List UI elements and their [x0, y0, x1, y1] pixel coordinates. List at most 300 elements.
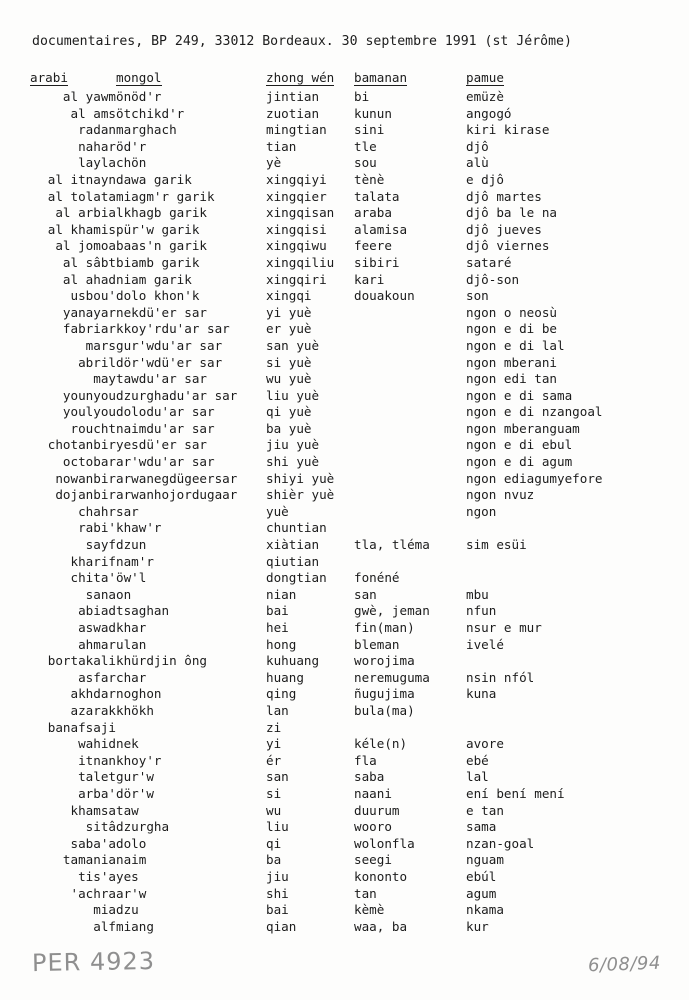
- zhong-wen-cell: zi: [266, 719, 282, 735]
- pamue-cell: nzan-goal: [466, 835, 535, 851]
- table-row: [30, 487, 646, 504]
- arabi-cell: asfar: [78, 669, 116, 685]
- bamanan-cell: [354, 454, 466, 471]
- document-header: documentaires, BP 249, 33012 Bordeaux. 30 septembre 1991 (st Jérôme): [32, 34, 572, 49]
- mongol-cell: miang: [116, 918, 154, 934]
- bamanan-cell: neremuguma: [354, 669, 430, 685]
- table-row: [30, 869, 646, 886]
- zhong-wen-cell: tian: [266, 138, 297, 154]
- zhong-wen-cell: xiàtian: [266, 537, 320, 553]
- table-row: [30, 172, 646, 189]
- zhong-wen-cell: xingqier: [266, 188, 327, 204]
- bamanan-cell: gwè, jeman: [354, 603, 430, 619]
- zhong-wen-cell: qiutian: [266, 553, 320, 569]
- pamue-cell: [466, 703, 646, 720]
- zhong-wen-cell: lan: [266, 702, 289, 718]
- arabi-cell: mia: [93, 902, 116, 918]
- arabi-cell: usbou': [70, 288, 116, 304]
- bamanan-cell: [354, 404, 466, 421]
- pamue-cell: kiri kirase: [466, 122, 550, 138]
- column-header-arabi: arabi: [30, 70, 68, 85]
- mongol-cell: khökh: [116, 702, 154, 718]
- bamanan-cell: kari: [354, 271, 385, 287]
- table-header-row: [30, 70, 646, 89]
- arabi-cell: tis'a: [78, 868, 116, 884]
- mongol-cell: dolodu'ar sar: [116, 404, 215, 420]
- bamanan-cell: fla: [354, 752, 377, 768]
- table-row: [30, 520, 646, 537]
- arabi-cell: may: [93, 371, 116, 387]
- pamue-cell: son: [466, 288, 489, 304]
- table-row: [30, 371, 646, 388]
- mongol-cell: naim: [116, 852, 147, 868]
- bamanan-cell: tan: [354, 885, 377, 901]
- table-row: [30, 471, 646, 488]
- vocabulary-rows: [30, 89, 646, 935]
- table-row: [30, 454, 646, 471]
- bamanan-cell: [354, 554, 466, 571]
- table-row: [30, 637, 646, 654]
- table-row: [30, 720, 646, 737]
- table-row: [30, 653, 646, 670]
- arabi-cell: al ahad: [62, 271, 116, 287]
- arabi-cell: abril: [78, 354, 116, 370]
- mongol-cell: yesdü'er sar: [116, 437, 207, 453]
- table-row: [30, 819, 646, 836]
- bamanan-cell: sibiri: [354, 254, 400, 270]
- zhong-wen-cell: xingqiyi: [266, 171, 327, 187]
- bamanan-cell: sou: [354, 155, 377, 171]
- arabi-cell: radan: [78, 122, 116, 138]
- zhong-wen-cell: qi yuè: [266, 404, 312, 420]
- zhong-wen-cell: ba: [266, 852, 282, 868]
- mongol-cell: gur'w: [116, 769, 154, 785]
- bamanan-cell: tle: [354, 138, 377, 154]
- vocabulary-table: [30, 70, 646, 935]
- arabi-cell: kharif: [70, 553, 116, 569]
- pamue-cell: nguam: [466, 852, 504, 868]
- pamue-cell: [466, 720, 646, 737]
- pamue-cell: kuna: [466, 686, 497, 702]
- arabi-cell: al itnayn: [47, 171, 116, 187]
- arabi-cell: youlyou: [62, 404, 116, 420]
- mongol-cell: baas'n garik: [116, 238, 207, 254]
- pamue-cell: nsur e mur: [466, 620, 542, 635]
- mongol-cell: dör'w: [116, 785, 154, 801]
- mongol-cell: ar'wdu'ar sar: [116, 454, 215, 470]
- bamanan-cell: bleman: [354, 636, 400, 652]
- zhong-wen-cell: yi yuè: [266, 304, 312, 320]
- mongol-cell: ulan: [116, 636, 147, 652]
- table-row: [30, 106, 646, 123]
- zhong-wen-cell: wu: [266, 802, 282, 818]
- zhong-wen-cell: yi: [266, 736, 282, 752]
- pamue-cell: ngon mberanguam: [466, 420, 580, 436]
- zhong-wen-cell: hei: [266, 620, 289, 635]
- mongol-cell: [116, 720, 266, 737]
- pamue-cell: [466, 570, 646, 587]
- mongol-cell: tawdu'ar sar: [116, 371, 207, 387]
- zhong-wen-cell: xingqiri: [266, 271, 327, 287]
- mongol-cell: dzun: [116, 537, 147, 553]
- bamanan-cell: bi: [354, 89, 370, 104]
- mongol-cell: öd'r: [116, 138, 147, 154]
- pamue-cell: sataré: [466, 254, 512, 270]
- bamanan-cell: [354, 504, 466, 521]
- zhong-wen-cell: xingqisan: [266, 205, 335, 221]
- arabi-cell: saba'a: [70, 835, 116, 851]
- arabi-cell: rabi': [78, 520, 116, 536]
- pamue-cell: [466, 653, 646, 670]
- table-row: [30, 836, 646, 853]
- zhong-wen-cell: wu yuè: [266, 371, 312, 387]
- zhong-wen-cell: liu yuè: [266, 387, 320, 403]
- bamanan-cell: fin(man): [354, 620, 415, 635]
- bamanan-cell: araba: [354, 205, 392, 221]
- mongol-cell: khoy'r: [116, 752, 162, 768]
- pamue-cell: djô ba le na: [466, 205, 557, 221]
- bamanan-cell: waa, ba: [354, 918, 408, 934]
- mongol-cell: biamb garik: [116, 254, 200, 270]
- bamanan-cell: kèmè: [354, 902, 385, 918]
- bamanan-cell: feere: [354, 238, 392, 254]
- arabi-cell: chita': [70, 570, 116, 586]
- pamue-cell: ebé: [466, 752, 489, 768]
- mongol-cell: öw'l: [116, 570, 147, 586]
- arabi-cell: dojanbir: [55, 487, 116, 503]
- bamanan-cell: wolonfla: [354, 835, 415, 851]
- zhong-wen-cell: ér: [266, 752, 282, 768]
- zhong-wen-cell: xingqiwu: [266, 238, 327, 254]
- bamanan-cell: talata: [354, 188, 400, 204]
- arabi-cell: roucht: [70, 420, 116, 436]
- zhong-wen-cell: zuotian: [266, 105, 320, 121]
- arabi-cell: khamsa: [70, 802, 116, 818]
- bamanan-cell: wooro: [354, 819, 392, 835]
- bamanan-cell: [354, 371, 466, 388]
- arabi-cell: nowanbir: [55, 470, 116, 486]
- arabi-cell: bortakali: [47, 653, 116, 669]
- mongol-cell: khar: [116, 620, 147, 635]
- arabi-cell: tamania: [62, 852, 116, 868]
- arabi-cell: yanayar: [62, 304, 116, 320]
- bamanan-cell: tla, tléma: [354, 537, 430, 553]
- table-row: [30, 852, 646, 869]
- mongol-cell: nek: [116, 736, 139, 752]
- mongol-cell: gur'wdu'ar sar: [116, 337, 223, 353]
- mongol-cell: önöd'r: [116, 89, 162, 104]
- pamue-cell: ngon o neosù: [466, 304, 557, 320]
- arabi-cell: chahr: [78, 503, 116, 519]
- table-row: [30, 786, 646, 803]
- zhong-wen-cell: shiyi yuè: [266, 470, 335, 486]
- mongol-cell: arwanhojordugaar: [116, 487, 238, 503]
- table-row: [30, 305, 646, 322]
- table-row: [30, 388, 646, 405]
- arabi-cell: layla: [78, 155, 116, 171]
- bamanan-cell: naani: [354, 785, 392, 801]
- pamue-cell: nfun: [466, 603, 497, 619]
- pamue-cell: nkama: [466, 902, 504, 918]
- zhong-wen-cell: san: [266, 769, 289, 785]
- table-row: [30, 189, 646, 206]
- zhong-wen-cell: huang: [266, 669, 304, 685]
- table-row: [30, 155, 646, 172]
- bamanan-cell: alamisa: [354, 221, 408, 237]
- bamanan-cell: [354, 321, 466, 338]
- arabi-cell: aswad: [78, 620, 116, 635]
- pamue-cell: ivelé: [466, 636, 504, 652]
- bamanan-cell: [354, 520, 466, 537]
- bamanan-cell: saba: [354, 769, 385, 785]
- bamanan-cell: [354, 471, 466, 488]
- mongol-cell: yes: [116, 868, 139, 884]
- zhong-wen-cell: chuntian: [266, 520, 327, 536]
- pamue-cell: djô viernes: [466, 238, 550, 254]
- mongol-cell: khaw'r: [116, 520, 162, 536]
- arabi-cell: 'achra: [70, 885, 116, 901]
- column-header-pamue: pamue: [466, 70, 504, 85]
- mongol-cell: naimdu'ar sar: [116, 420, 215, 436]
- mongol-cell: niam garik: [116, 271, 192, 287]
- table-row: [30, 570, 646, 587]
- pamue-cell: sama: [466, 819, 497, 835]
- zhong-wen-cell: qi: [266, 835, 282, 851]
- arabi-cell: al arbia: [55, 205, 116, 221]
- pamue-cell: ngon: [466, 503, 497, 519]
- pamue-cell: djô-son: [466, 271, 520, 287]
- pamue-cell: ngon e di be: [466, 321, 557, 337]
- bamanan-cell: san: [354, 586, 377, 602]
- mongol-cell: on: [116, 586, 132, 602]
- table-row: [30, 338, 646, 355]
- zhong-wen-cell: ba yuè: [266, 420, 312, 436]
- bamanan-cell: kunun: [354, 105, 392, 121]
- zhong-wen-cell: hong: [266, 636, 297, 652]
- arabi-cell: al sâbt: [62, 254, 116, 270]
- zhong-wen-cell: shi: [266, 885, 289, 901]
- pamue-cell: [466, 520, 646, 537]
- pamue-cell: angogó: [466, 105, 512, 121]
- mongol-cell: sar: [116, 503, 139, 519]
- table-row: [30, 122, 646, 139]
- pamue-cell: ngon edi tan: [466, 371, 557, 387]
- pamue-cell: djô martes: [466, 188, 542, 204]
- pamue-cell: ngon e di agum: [466, 454, 573, 470]
- bamanan-cell: bula(ma): [354, 702, 415, 718]
- table-row: [30, 537, 646, 554]
- pamue-cell: djô jueves: [466, 221, 542, 237]
- arabi-cell: sayf: [85, 537, 116, 553]
- mongol-cell: taw: [116, 802, 139, 818]
- arabi-cell: talet: [78, 769, 116, 785]
- zhong-wen-cell: er yuè: [266, 321, 312, 337]
- mongol-cell: dawa garik: [116, 171, 192, 187]
- pamue-cell: agum: [466, 885, 497, 901]
- arabi-cell: al ams: [70, 105, 116, 121]
- table-row: [30, 670, 646, 687]
- mongol-cell: char: [116, 669, 147, 685]
- arabi-cell: banafsaji: [47, 719, 116, 735]
- pamue-cell: ngon mberani: [466, 354, 557, 370]
- arabi-cell: al jomoa: [55, 238, 116, 254]
- mongol-cell: ötchikd'r: [116, 105, 185, 121]
- arabi-cell: sitâ: [85, 819, 116, 835]
- pamue-cell: nsin nfól: [466, 669, 535, 685]
- zhong-wen-cell: xingqi: [266, 288, 312, 304]
- pamue-cell: e djô: [466, 171, 504, 187]
- pamue-cell: ngon nvuz: [466, 487, 535, 503]
- zhong-wen-cell: yuè: [266, 503, 289, 519]
- arabi-cell: al tolata: [47, 188, 116, 204]
- mongol-cell: arwanegdügeersar: [116, 470, 238, 486]
- bamanan-cell: worojima: [354, 653, 415, 669]
- mongol-cell: miagm'r garik: [116, 188, 215, 204]
- pamue-cell: e tan: [466, 802, 504, 818]
- pamue-cell: alù: [466, 155, 489, 171]
- bamanan-cell: ñugujima: [354, 686, 415, 702]
- arabi-cell: al khamis: [47, 221, 116, 237]
- zhong-wen-cell: shi yuè: [266, 454, 320, 470]
- table-row: [30, 238, 646, 255]
- table-row: [30, 703, 646, 720]
- bamanan-cell: [354, 355, 466, 372]
- pamue-cell: ebúl: [466, 868, 497, 884]
- bamanan-cell: seegi: [354, 852, 392, 868]
- table-row: [30, 803, 646, 820]
- pamue-cell: ngon e di ebul: [466, 437, 573, 453]
- column-header-zhong-wen: zhong wén: [266, 70, 335, 85]
- arabi-cell: azarak: [70, 702, 116, 718]
- pamue-cell: ení bení mení: [466, 785, 565, 801]
- zhong-wen-cell: liu: [266, 819, 289, 835]
- table-row: [30, 321, 646, 338]
- mongol-cell: nam'r: [116, 553, 154, 569]
- pamue-cell: kur: [466, 918, 489, 934]
- pamue-cell: ngon e di lal: [466, 337, 565, 353]
- bamanan-cell: [354, 487, 466, 504]
- handwritten-date: 6/08/94: [587, 952, 662, 977]
- mongol-cell: tsaghan: [116, 603, 170, 619]
- table-row: [30, 404, 646, 421]
- table-row: [30, 421, 646, 438]
- bamanan-cell: [354, 437, 466, 454]
- table-row: [30, 919, 646, 936]
- arabi-cell: wahid: [78, 736, 116, 752]
- mongol-cell: chön: [116, 155, 147, 171]
- mongol-cell: dolo: [116, 835, 147, 851]
- zhong-wen-cell: qing: [266, 686, 297, 702]
- mongol-cell: nekdü'er sar: [116, 304, 207, 320]
- arabi-cell: octobar: [62, 454, 116, 470]
- table-row: [30, 139, 646, 156]
- arabi-cell: ahmar: [78, 636, 116, 652]
- table-row: [30, 89, 646, 106]
- column-header-mongol: mongol: [116, 70, 162, 85]
- pamue-cell: ngon e di nzangoal: [466, 404, 603, 420]
- column-header-bamanan: bamanan: [354, 70, 408, 85]
- pamue-cell: emüzè: [466, 89, 504, 104]
- table-row: [30, 272, 646, 289]
- zhong-wen-cell: xingqisi: [266, 221, 327, 237]
- zhong-wen-cell: shièr yuè: [266, 487, 335, 503]
- pamue-cell: [466, 554, 646, 571]
- bamanan-cell: [354, 305, 466, 322]
- arabi-cell: nahar: [78, 138, 116, 154]
- zhong-wen-cell: qian: [266, 918, 297, 934]
- mongol-cell: dzurgha: [116, 819, 170, 835]
- table-row: [30, 902, 646, 919]
- bamanan-cell: tènè: [354, 171, 385, 187]
- mongol-cell: marghach: [116, 122, 177, 138]
- bamanan-cell: [354, 338, 466, 355]
- table-row: [30, 736, 646, 753]
- zhong-wen-cell: kuhuang: [266, 653, 320, 669]
- zhong-wen-cell: xingqiliu: [266, 254, 335, 270]
- table-row: [30, 222, 646, 239]
- arabi-cell: akhdar: [70, 686, 116, 702]
- zhong-wen-cell: bai: [266, 603, 289, 619]
- mongol-cell: pür'w garik: [116, 221, 200, 237]
- table-row: [30, 753, 646, 770]
- bamanan-cell: [354, 421, 466, 438]
- zhong-wen-cell: nian: [266, 586, 297, 602]
- pamue-cell: lal: [466, 769, 489, 785]
- table-row: [30, 554, 646, 571]
- arabi-cell: alf: [93, 918, 116, 934]
- table-row: [30, 769, 646, 786]
- zhong-wen-cell: jintian: [266, 89, 320, 104]
- table-row: [30, 686, 646, 703]
- arabi-cell: fabriar: [62, 321, 116, 337]
- mongol-cell: lkhagb garik: [116, 205, 207, 221]
- pamue-cell: djô: [466, 138, 489, 154]
- arabi-cell: younyou: [62, 387, 116, 403]
- catalog-number-stamp: PER 4923: [31, 946, 156, 978]
- arabi-cell: sana: [85, 586, 116, 602]
- table-row: [30, 355, 646, 372]
- mongol-cell: dzurghadu'ar sar: [116, 387, 238, 403]
- mongol-cell: ar'w: [116, 885, 147, 901]
- pamue-cell: mbu: [466, 586, 489, 602]
- table-row: [30, 205, 646, 222]
- mongol-cell: khürdjin ông: [116, 653, 207, 669]
- table-row: [30, 288, 646, 305]
- bamanan-cell: sini: [354, 122, 385, 138]
- mongol-cell: kkoy'rdu'ar sar: [116, 321, 230, 337]
- zhong-wen-cell: jiu: [266, 868, 289, 884]
- arabi-cell: arba': [78, 785, 116, 801]
- zhong-wen-cell: san yuè: [266, 337, 320, 353]
- bamanan-cell: [354, 720, 466, 737]
- arabi-cell: mars: [85, 337, 116, 353]
- zhong-wen-cell: si: [266, 785, 282, 801]
- arabi-cell: abiad: [78, 603, 116, 619]
- mongol-cell: noghon: [116, 686, 162, 702]
- pamue-cell: avore: [466, 736, 504, 752]
- table-row: [30, 437, 646, 454]
- pamue-cell: ngon e di sama: [466, 387, 573, 403]
- arabi-cell: itnan: [78, 752, 116, 768]
- bamanan-cell: duurum: [354, 802, 400, 818]
- table-row: [30, 255, 646, 272]
- table-row: [30, 886, 646, 903]
- table-row: [30, 620, 646, 637]
- pamue-cell: sim esüi: [466, 537, 527, 553]
- mongol-cell: dolo khon'k: [116, 288, 200, 304]
- zhong-wen-cell: yè: [266, 155, 282, 171]
- bamanan-cell: [354, 388, 466, 405]
